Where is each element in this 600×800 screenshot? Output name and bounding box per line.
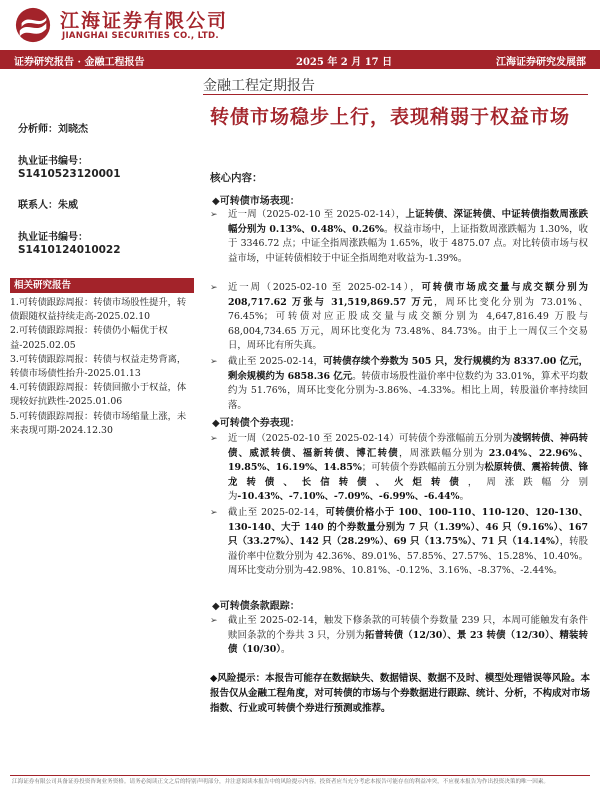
license-label-2: 执业证书编号： — [18, 232, 88, 243]
license-value-1: S1410523120001 — [18, 168, 121, 180]
bullet-market-index: ➢ 近一周（2025-02-10 至 2025-02-14），上证转债、深证转债、中证转债指数周涨跌幅分别为 0.13%、0.48%、0.26%。权益市场中，上证指数周涨跌幅为 1.30%，收于 3346.72 点；中证全指周涨跌幅为 1.65%，收于 4875.07 点。对比转债市场与权益市场，中证转债相较于中证全指周绝对收益为-1.39%。 — [210, 209, 588, 264]
footer-divider — [10, 775, 590, 776]
arrow-bullet-icon: ➢ — [210, 357, 218, 367]
company-name-en: JIANGHAI SECURITIES CO., LTD. — [62, 31, 219, 41]
arrow-bullet-icon: ➢ — [210, 434, 218, 444]
arrow-bullet-icon: ➢ — [210, 616, 218, 626]
arrow-bullet-icon: ➢ — [210, 508, 218, 518]
section-terms-title: ◆可转债条款跟踪： — [212, 601, 300, 612]
related-reports-list — [10, 296, 194, 438]
page-title: 转债市场稳步上行，表现稍弱于权益市场 — [210, 106, 571, 128]
report-type: 金融工程定期报告 — [203, 78, 315, 94]
bullet-individual-price: ➢ 截止至 2025-02-14，可转债价格小于 100、100-110、110-120、120-130、130-140、大于 140 的个券数量分别为 7 只（1.39%）、46 只（9.16%）、167 只（33.27%）、142 只（28.29%）、69 只（13.75%）、71 只（14.14%），转股溢价率中位数分别为 42.36%、89.01%、57.85%、27.57%、15.28%、10.40%。周环比变动分别为-42.98%、10.81%、-0.12%、3.16%、-8.37%、-2.44%。 — [210, 507, 588, 577]
section-market-title: ◆可转债市场表现： — [212, 196, 300, 207]
related-report-item[interactable]: 3.可转债跟踪周报：转债与权益走势背离，转债市场债性抬升-2025.01.13 — [10, 353, 187, 380]
contact-label: 联系人： — [18, 200, 58, 211]
bullet-individual-movers: ➢ 近一周（2025-02-10 至 2025-02-14）可转债个券涨幅前五分别为凌钢转债、神码转债、威派转债、福新转债、博汇转债，周涨跌幅分别为 23.04%、22.96%、19.85%、16.19%、14.85%；可转债个券跌幅前五分别为松原转债、震裕转债、锋龙转债、长信转债、火炬转债，周涨跌幅分别为-10.43%、-7.10%、-7.09%、-6.99%、-6.44%。 — [210, 433, 588, 503]
company-name-cn: 江海证券有限公司 — [60, 10, 229, 32]
footer-disclaimer: 江海证券有限公司具备证券投资咨询业务资格。请务必阅读正文之后的特别声明部分，并注意阅读本报告中的风险提示内容。投资者应当充分考虑本报告可能存在的利益冲突，不应视本报告为作出投资决策的唯一因素。 — [12, 779, 550, 785]
arrow-bullet-icon: ➢ — [210, 210, 218, 220]
bullet-market-volume: ➢ 近一周（2025-02-10 至 2025-02-14），可转债市场成交量与成交额分别为 208,717.62 万张与 31,519,869.57 万元，周环比变化分别为 73.01%、76.45%；可转债对应正股成交量与成交额分别为 4,647,816.49 万股与 68,004,734.65 万元，周环比变化为 73.48%、84.73%。由于上一周仅三个交易日，周环比有所失真。 — [210, 282, 588, 352]
related-report-item[interactable]: 1.可转债跟踪周报：转债市场股性提升，转债跟随权益持续走高-2025.02.10 — [10, 297, 187, 323]
related-report-item[interactable]: 4.可转债跟踪周报：转债回撤小于权益，体现较好抗跌性-2025.01.06 — [10, 382, 187, 408]
analyst — [18, 120, 88, 135]
license-value-2: S1410124010022 — [18, 244, 121, 256]
jianghai-logo-icon — [14, 6, 52, 44]
license-label-1: 执业证书编号： — [18, 156, 88, 167]
related-report-item[interactable]: 5.可转债跟踪周报：转债市场缩量上涨，未来表现可期-2024.12.30 — [10, 410, 187, 436]
bullet-terms: ➢ 截止至 2025-02-14，触发下修条款的可转债个券数量 239 只，本周可能触发有条件赎回条款的个券共 3 只，分别为拓普转债（12/30）、景 23 转债（12/30）、精装转债（10/30）。 — [210, 615, 589, 656]
contact-name: 朱威 — [58, 200, 78, 211]
report-category: 证券研究报告 · 金融工程报告 — [14, 57, 145, 68]
related-report-item[interactable]: 2.可转债跟踪周报：转债仍小幅优于权益-2025.02.05 — [10, 325, 168, 351]
section-individual-title: ◆可转债个券表现： — [212, 418, 300, 429]
title-divider — [203, 94, 588, 95]
analyst-label: 分析师： — [18, 124, 58, 135]
bullet-market-size: ➢ 截止至 2025-02-14，可转债存续个券数为 505 只，发行规模约为 8337.00 亿元，剩余规模约为 6858.36 亿元。转债市场股性溢价率中位数约为 33.01%，算术平均数约为 51.76%，周环比变化分别为-3.86%、-4.33%。相比上周，转股溢价率持续回落。 — [210, 356, 588, 411]
risk-warning: ◆风险提示：本报告可能存在数据缺失、数据错误、数据不及时、模型处理错误等风险。本报告仅从金融工程角度，对可转债的市场与个券数据进行跟踪、统计、分析，不构成对市场指数、行业或可转债个券进行预测或推荐。 — [210, 673, 591, 714]
page-header — [0, 0, 600, 48]
arrow-bullet-icon: ➢ — [210, 283, 218, 293]
report-date: 2025 年 2 月 17 日 — [296, 57, 393, 68]
related-reports-heading: 相关研究报告 — [10, 278, 194, 293]
contact — [18, 196, 78, 211]
analyst-name: 刘晓杰 — [58, 124, 88, 135]
core-heading: 核心内容： — [210, 172, 263, 184]
research-dept: 江海证券研究发展部 — [496, 57, 586, 68]
report-banner — [0, 50, 600, 69]
